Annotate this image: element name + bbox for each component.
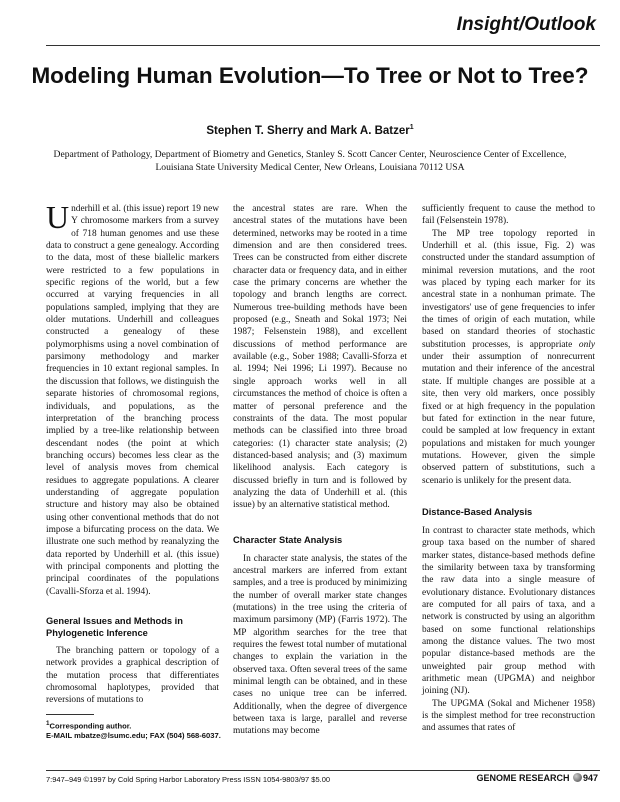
- footnote-label-line: [46, 719, 221, 731]
- column-1: [46, 199, 219, 707]
- mp-text-b: under their assumption of nonrecurrent mutation and their inference of the ancestral state. If multiple changes are possible at a site, then very old markers, once possibly fixed or at high frequency in the population but fated for extinction in the near future, could be sampled at low frequency in extant populations and mistaken for much younger mutations. However, given the simple observed pattern of substitutions, such a scenario is unlikely for the present data.: [422, 352, 595, 486]
- footer-rule: [46, 770, 600, 771]
- footnote-label: Corresponding author.: [49, 721, 132, 731]
- journal-name: GENOME RESEARCH: [476, 773, 570, 783]
- article-authors: [30, 124, 590, 137]
- heading-distance-based: Distance-Based Analysis: [422, 506, 533, 517]
- footer-citation: 7:947–949 ©1997 by Cold Spring Harbor Laboratory Press ISSN 1054-9803/97 $5.00: [46, 775, 331, 784]
- footer-journal: [476, 773, 598, 783]
- section-label: Insight/Outlook: [456, 14, 596, 35]
- paragraph-continued-2: sufficiently frequent to cause the method to fail (Felsenstein 1978).: [422, 204, 595, 227]
- page-number: 947: [582, 773, 598, 783]
- footnote-mark: 1: [46, 720, 50, 727]
- journal-logo-icon: [573, 773, 582, 782]
- heading-character-state: Character State Analysis: [233, 534, 343, 545]
- heading-general-issues: General Issues and Methods in Phylogenetic Inference: [46, 616, 183, 638]
- header-rule: [46, 45, 600, 46]
- footnote: [46, 719, 221, 741]
- intro-text: nderhill et al. (this issue) report 19 new Y chromosome markers from a survey of 718 human genomes and use these data to construct a gene genealogy. According to the data, most of these biallelic markers were restricted to a few populations in specific regions of the world, but a few occurred at varying frequencies in all populations sampled, implying that they are older mutations. Underhill and colleagues constructed a genealogy of these polymorphisms using a novel combination of parsimony methodology and marker frequencies in 10 extant regional samples. In the discussion that follows, we distinguish the separate histories of chromosomal regions, individuals, and populations, as the interpretation of the branching process implied by a tree-like relationship between descendant nodes (the point at which branching occurs) becomes less clear as the level of analysis moves from chemical residues to aggregate populations. A clearer understanding of aggregate population structure and history may also be obtained using other conventional methods that do not impose a bifurcating process on the data. We illustrate one such method by reanalyzing the data reported by Underhill et al. (this issue) with principal components and plotting the principal coordinates of the populations (Cavalli-Sforza et al. 1994).: [46, 204, 219, 597]
- paragraph-general-issues: The branching pattern or topology of a network provides a graphical description of the mutation process that differentiates chromosomal haplotypes, provided that reversions of mutations to: [46, 646, 219, 706]
- footnote-email: E-MAIL mbatze@lsumc.edu; FAX (504) 568-6037.: [46, 731, 221, 741]
- mp-emphasis: only: [578, 339, 595, 350]
- intro-paragraph: [46, 199, 219, 598]
- authors-text: Stephen T. Sherry and Mark A. Batzer: [206, 124, 410, 137]
- column-2: [233, 203, 407, 738]
- mp-text-a: The MP tree topology reported in Underhill et al. (this issue, Fig. 2) was constructed under the standard assumption of minimal reversion mutations, and the root was placed by typing each marker for its ancestral state in a nonhuman primate. The investigators' use of gene frequencies to infer the times of origin of each mutation, while based on standard theories of stochastic substitution processes, is appropriate: [422, 228, 595, 350]
- affiliation: Department of Pathology, Department of Biometry and Genetics, Stanley S. Scott Cancer Center, Neuroscience Center of Excellence, Louisiana State University Medical Center, New Orleans, Louisiana 70112 USA: [53, 149, 567, 173]
- authors-footnote-mark: 1: [409, 124, 414, 131]
- article-title: Modeling Human Evolution—To Tree or Not to Tree?: [31, 63, 589, 88]
- paragraph-upgma: The UPGMA (Sokal and Michener 1958) is the simplest method for tree reconstruction and assumes that rates of: [422, 698, 595, 734]
- paragraph-character-state: In character state analysis, the states of the ancestral markers are inferred from extant samples, and a tree is produced by minimizing the number of overall marker state changes (mutations) in the tree using the criteria of maximum parsimony (MP) (Farris 1972). The MP algorithm searches for the tree that requires the fewest total number of mutational changes to explain the variation in the observed taxa. Often several trees of the same minimal length can be obtained, and in these cases no unique tree can be inferred. Additionally, when the degree of divergence between taxa is large, parallel and reverse mutations may become: [233, 553, 407, 737]
- footnote-rule: [46, 714, 94, 715]
- paragraph-distance-based: In contrast to character state methods, which group taxa based on the number of shared marker states, distance-based methods define the similarity between taxa by transforming the raw data into a single measure of evolutionary distance. Evolutionary distances are computed for all pairs of taxa, and a network is constructed by using an algorithm based on some functional relationships among the distance values. The two most popular distance-based methods are the unweighted pair group method with arithmetic mean (UPGMA) and neighbor joining (NJ).: [422, 525, 595, 697]
- paragraph-continued: the ancestral states are rare. When the ancestral states of the mutations have been determined, networks may be rooted in a time dimension and are then considered trees. Trees can be constructed from either discrete character data or frequency data, and in either case the primary concerns are whether the topology and branch lengths are correct. Numerous tree-building methods have been proposed (e.g., Sneath and Sokal 1973; Nei 1987; Felsenstein 1988), and excellent discussions of method performance are available (e.g., Sober 1988; Cavalli-Sforza et al. 1994; Nei 1996; Li 1997). Because no single approach works well in all circumstances the method of choice is often a matter of personal preference and the constraints of the data. The most popular methods can be classified into three broad categories: (1) character state analysis; (2) distanced-based analysis; and (3) maximum likelihood analysis. Each category is discussed briefly in turn and is followed by analyzing the data of Underhill et al. (this issue) by an alternative statistical method.: [233, 204, 407, 511]
- drop-cap: U: [46, 199, 70, 235]
- column-3: [422, 203, 595, 735]
- paragraph-mp-topology: [422, 228, 595, 487]
